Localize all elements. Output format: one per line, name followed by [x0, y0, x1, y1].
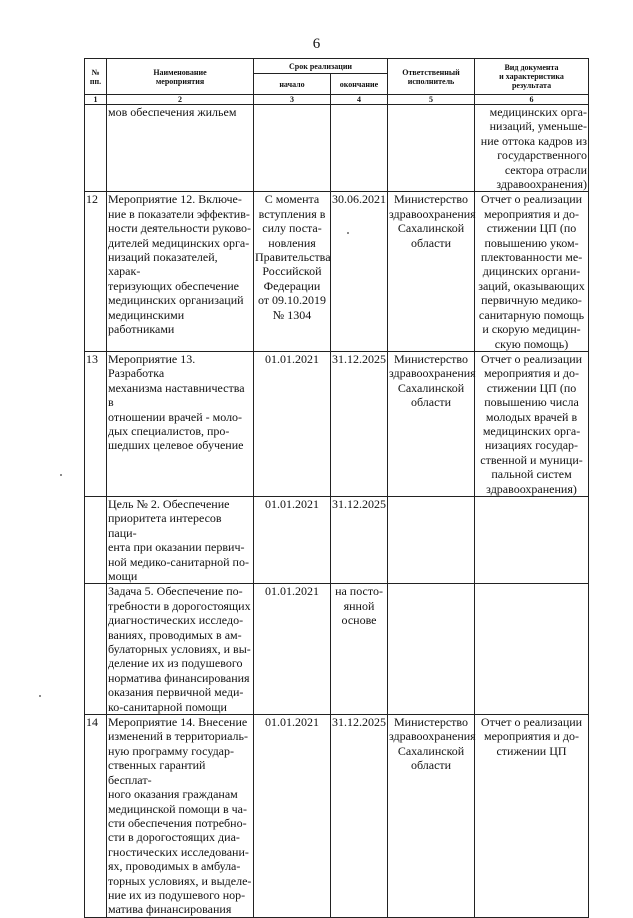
column-number: 3: [254, 95, 331, 105]
start-date: 01.01.2021: [254, 715, 331, 918]
end-date: на посто- янной основе: [331, 584, 388, 715]
row-number: [85, 496, 107, 583]
start-date: 01.01.2021: [254, 351, 331, 496]
responsible-executor: Министерство здравоохранения Сахалинской области: [388, 192, 475, 351]
header-implementation-period: Срок реализации: [254, 59, 388, 74]
end-date: 31.12.2025: [331, 496, 388, 583]
row-number: [85, 105, 107, 192]
document-result: Отчет о реализации мероприятия и до- стижении ЦП (по повышению уком- плектованности ме- дицинских органи- заций, оказывающих первичную медико- санитарную помощь и скорую медицин- скую помощь): [475, 192, 589, 351]
table-row: [85, 496, 589, 583]
column-number: 6: [475, 95, 589, 105]
row-number: [85, 584, 107, 715]
column-number: 1: [85, 95, 107, 105]
row-number: 12: [85, 192, 107, 351]
end-date: 30.06.2021: [331, 192, 388, 351]
responsible-executor: Министерство здравоохранения Сахалинской области: [388, 351, 475, 496]
column-numbers-row: [85, 95, 589, 105]
document-result: Отчет о реализации мероприятия и до- стижении ЦП: [475, 715, 589, 918]
start-date: 01.01.2021: [254, 496, 331, 583]
header-start: начало: [254, 74, 331, 95]
scan-speck: [60, 474, 62, 476]
header-number: № пп.: [85, 59, 107, 95]
table-row: [85, 192, 589, 351]
scan-speck: [347, 232, 349, 234]
end-date: 31.12.2025: [331, 351, 388, 496]
column-number: 4: [331, 95, 388, 105]
goal-name: Цель № 2. Обеспечение приоритета интересов паци- ента при оказании первич- ной медико-санитарной по- мощи: [107, 496, 254, 583]
header-document-type: Вид документа и характеристика результата: [475, 59, 589, 95]
table-row: [85, 351, 589, 496]
start-date: С момента вступления в силу поста- новления Правительства Российской Федерации от 09.10.2019 № 1304: [254, 192, 331, 351]
responsible-executor: [388, 496, 475, 583]
page-number: 6: [312, 36, 321, 52]
responsible-executor: [388, 105, 475, 192]
document-result: [475, 584, 589, 715]
activity-plan-table: [84, 58, 589, 918]
table-row: [85, 715, 589, 918]
responsible-executor: [388, 584, 475, 715]
table-header-row: [85, 59, 589, 74]
start-date: [254, 105, 331, 192]
activity-name: Мероприятие 14. Внесение изменений в территориаль- ную программу государ- ственных гарантий бесплат- ного оказания гражданам медицинской помощи в ча- сти обеспечения потребно- сти в дорогостоящих диа- гностических исследовани- ях, проводимых в амбула- торных условиях, и выделе- ние их из подушевого нор- матива финансирования: [107, 715, 254, 918]
table-row: [85, 584, 589, 715]
responsible-executor: Министерство здравоохранения Сахалинской области: [388, 715, 475, 918]
document-result: [475, 496, 589, 583]
task-name: Задача 5. Обеспечение по- требности в дорогостоящих диагностических исследо- ваниях, проводимых в ам- булаторных условиях, и вы- деление их из подушевого норматива финансирования оказания первичной меди- ко-санитарной помощи: [107, 584, 254, 715]
activity-name: Мероприятие 13. Разработка механизма наставничества в отношении врачей - моло- дых специалистов, про- шедших целевое обучение: [107, 351, 254, 496]
start-date: 01.01.2021: [254, 584, 331, 715]
row-number: 13: [85, 351, 107, 496]
table-row: [85, 105, 589, 192]
document-result: медицинских орга- низаций, уменьше- ние оттока кадров из государственного сектора отрасли здравоохранения): [475, 105, 589, 192]
header-responsible: Ответственный исполнитель: [388, 59, 475, 95]
activity-name: Мероприятие 12. Включе- ние в показатели эффектив- ности деятельности руково- дителей медицинских орга- низаций показателей, харак- теризующих обеспечение медицинских организаций медицинскими работниками: [107, 192, 254, 351]
row-number: 14: [85, 715, 107, 918]
end-date: [331, 105, 388, 192]
header-end: окончание: [331, 74, 388, 95]
end-date: 31.12.2025: [331, 715, 388, 918]
column-number: 2: [107, 95, 254, 105]
scan-speck: [39, 695, 41, 697]
header-activity-name: Наименование мероприятия: [107, 59, 254, 95]
activity-name: мов обеспечения жильем: [107, 105, 254, 192]
column-number: 5: [388, 95, 475, 105]
document-result: Отчет о реализации мероприятия и до- стижении ЦП (по повышению числа молодых врачей в медицинских орга- низациях государ- ственной и муници- пальной систем здравоохранения): [475, 351, 589, 496]
